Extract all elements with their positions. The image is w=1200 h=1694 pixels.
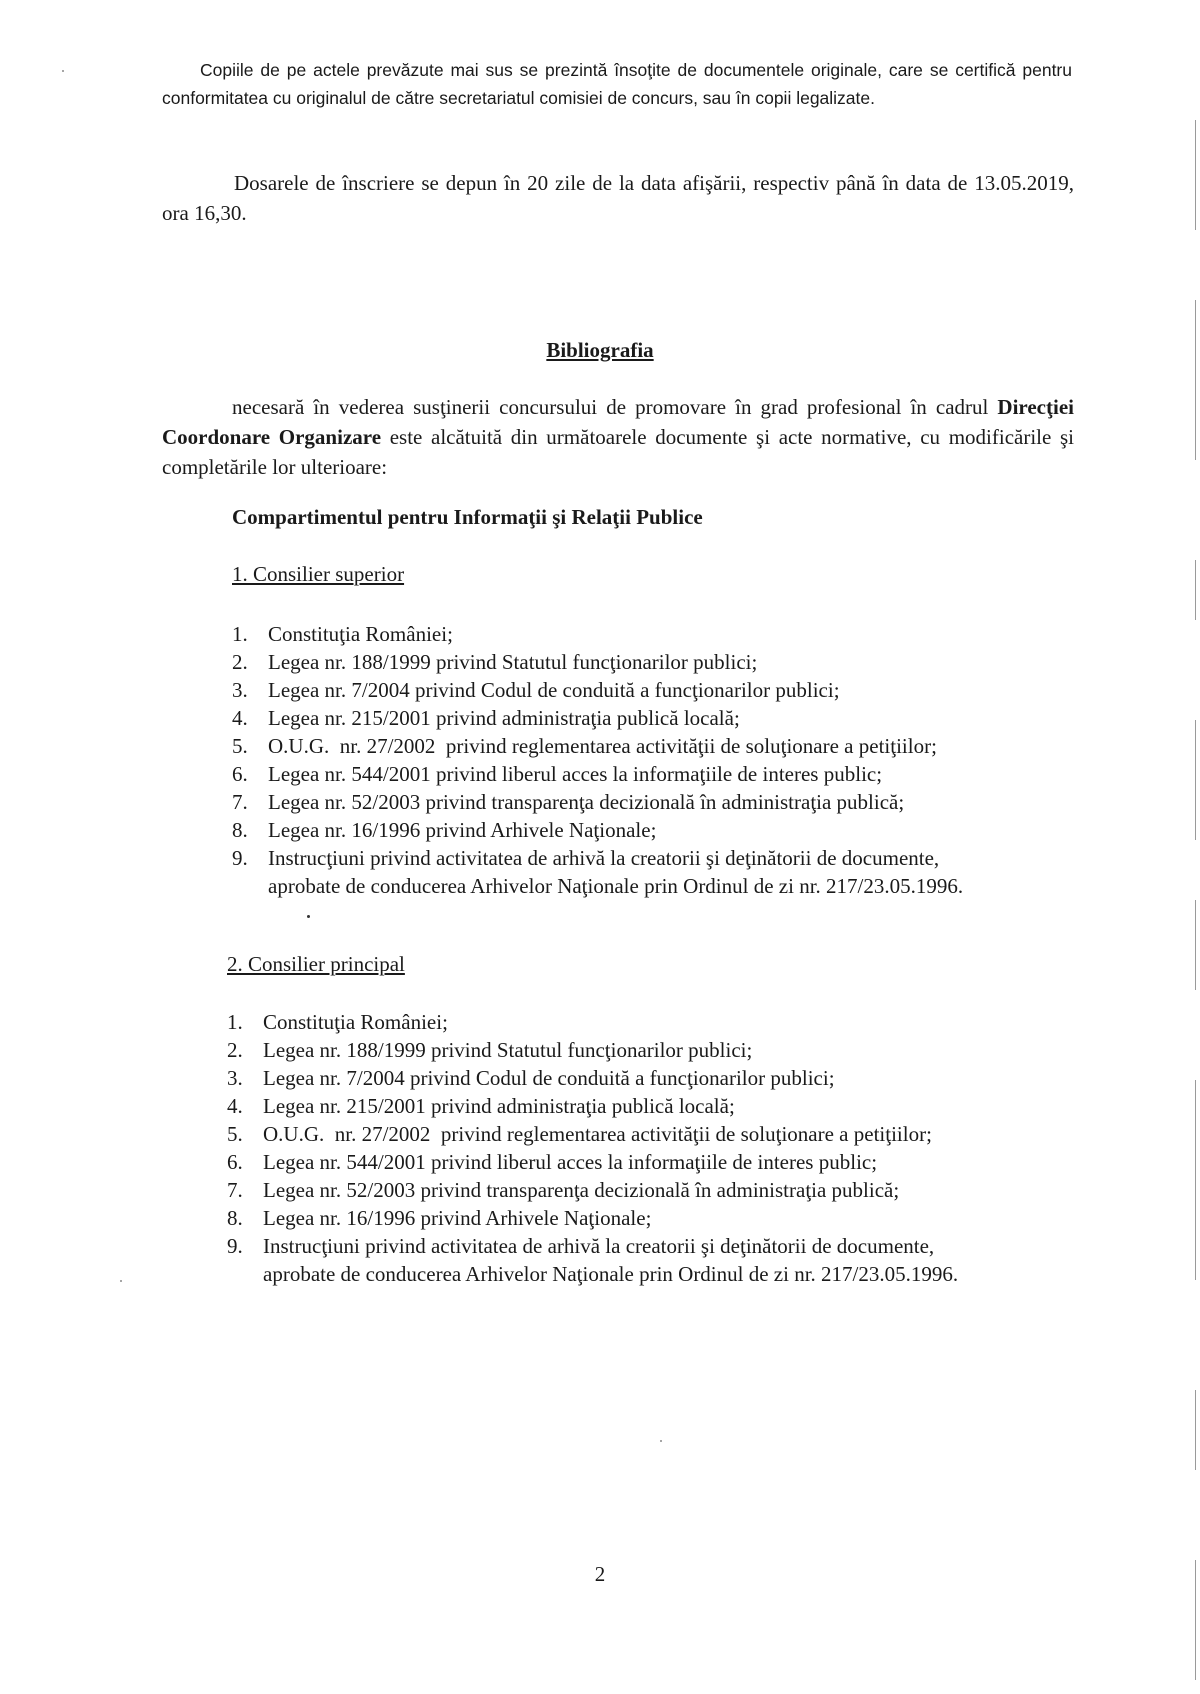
scan-edge-mark	[1195, 1390, 1196, 1470]
list-item-number: 4.	[232, 706, 248, 730]
list-item-number: 5.	[227, 1122, 243, 1146]
list-item-text-continued: aprobate de conducerea Arhivelor Naţionale prin Ordinul de zi nr. 217/23.05.1996.	[268, 874, 964, 898]
list-item-number: 4.	[227, 1094, 243, 1118]
list-item	[232, 676, 1112, 704]
list-item	[232, 704, 1112, 732]
list-item-text: Legea nr. 544/2001 privind liberul acces la informaţiile de interes public;	[263, 1150, 878, 1174]
list-item-text: Legea nr. 52/2003 privind transparenţa decizională în administraţia publică;	[268, 790, 905, 814]
list-item	[227, 1008, 1107, 1036]
list-item-text: Legea nr. 544/2001 privind liberul acces la informaţiile de interes public;	[268, 762, 883, 786]
list-item	[227, 1092, 1107, 1120]
list-item	[227, 1064, 1107, 1092]
list-item-text: Legea nr. 215/2001 privind administraţia publică locală;	[268, 706, 740, 730]
list-item-text: O.U.G. nr. 27/2002 privind reglementarea activităţii de soluţionare a petiţiilor;	[263, 1122, 932, 1146]
bibliography-intro-start: necesară în vederea susţinerii concursului de promovare în grad profesional în cadrul	[232, 395, 998, 419]
bibliography-list-principal	[227, 1008, 1107, 1288]
list-item-text: Legea nr. 215/2001 privind administraţia publică locală;	[263, 1094, 735, 1118]
list-item-number: 1.	[227, 1010, 243, 1034]
list-item	[232, 760, 1112, 788]
list-item	[232, 788, 1112, 816]
list-item-number: 2.	[232, 650, 248, 674]
bibliography-intro-end: este alcătuită din următoarele documente şi acte normative, cu modificările şi completările lor ulterioare:	[162, 425, 1074, 479]
list-item-text: Constituţia României;	[263, 1010, 448, 1034]
section-title-superior: 1. Consilier superior	[232, 562, 405, 586]
list-item	[232, 732, 1112, 760]
scan-edge-mark	[1195, 120, 1196, 230]
bibliography-title: Bibliografia	[546, 338, 654, 362]
list-item-number: 3.	[232, 678, 248, 702]
list-item-number: 9.	[232, 846, 248, 870]
scan-speck	[120, 1280, 122, 1282]
list-item-text: Legea nr. 7/2004 privind Codul de conduită a funcţionarilor publici;	[263, 1066, 835, 1090]
list-item-text: Legea nr. 7/2004 privind Codul de conduită a funcţionarilor publici;	[268, 678, 840, 702]
deadline-paragraph: Dosarele de înscriere se depun în 20 zile de la data afişării, respectiv până în data de 13.05.2019, ora 16,30.	[162, 171, 1074, 225]
list-item-number: 6.	[227, 1150, 243, 1174]
scan-edge-mark	[1195, 300, 1196, 460]
list-item	[232, 844, 1112, 900]
stray-dot	[307, 915, 310, 918]
list-item-text: Legea nr. 188/1999 privind Statutul funcţionarilor publici;	[268, 650, 758, 674]
scan-edge-mark	[1195, 720, 1196, 840]
list-item-text: Instrucţiuni privind activitatea de arhivă la creatorii şi deţinătorii de documente,	[263, 1234, 935, 1258]
list-item-number: 8.	[232, 818, 248, 842]
list-item-text: Legea nr. 16/1996 privind Arhivele Naţionale;	[263, 1206, 652, 1230]
list-item-number: 9.	[227, 1234, 243, 1258]
bibliography-list-superior	[232, 620, 1112, 900]
scan-speck	[62, 70, 64, 72]
list-item-text: Legea nr. 188/1999 privind Statutul funcţionarilor publici;	[263, 1038, 753, 1062]
scan-edge-mark	[1195, 900, 1196, 990]
list-item	[232, 816, 1112, 844]
list-item	[227, 1148, 1107, 1176]
list-item	[227, 1204, 1107, 1232]
list-item	[227, 1176, 1107, 1204]
list-item-text-continued: aprobate de conducerea Arhivelor Naţionale prin Ordinul de zi nr. 217/23.05.1996.	[263, 1262, 959, 1286]
list-item-number: 3.	[227, 1066, 243, 1090]
list-item-number: 7.	[232, 790, 248, 814]
department-title: Compartimentul pentru Informaţii şi Relaţii Publice	[232, 505, 703, 529]
list-item	[227, 1120, 1107, 1148]
list-item	[227, 1036, 1107, 1064]
list-item-number: 2.	[227, 1038, 243, 1062]
list-item-number: 7.	[227, 1178, 243, 1202]
list-item	[227, 1232, 1107, 1288]
page-number: 2	[594, 1562, 606, 1586]
list-item-text: Constituţia României;	[268, 622, 453, 646]
list-item	[232, 648, 1112, 676]
list-item-text: Legea nr. 16/1996 privind Arhivele Naţionale;	[268, 818, 657, 842]
list-item-text: Legea nr. 52/2003 privind transparenţa decizională în administraţia publică;	[263, 1178, 900, 1202]
list-item-number: 6.	[232, 762, 248, 786]
list-item-number: 5.	[232, 734, 248, 758]
scan-edge-mark	[1195, 560, 1196, 620]
list-item	[232, 620, 1112, 648]
list-item-number: 1.	[232, 622, 248, 646]
scan-speck	[660, 1440, 662, 1442]
list-item-text: O.U.G. nr. 27/2002 privind reglementarea activităţii de soluţionare a petiţiilor;	[268, 734, 937, 758]
list-item-text: Instrucţiuni privind activitatea de arhivă la creatorii şi deţinătorii de documente,	[268, 846, 940, 870]
scan-edge-mark	[1195, 1560, 1196, 1680]
bibliography-intro	[162, 392, 1074, 482]
section-title-principal: 2. Consilier principal	[227, 952, 405, 976]
copies-paragraph: Copiile de pe actele prevăzute mai sus se prezintă însoţite de documentele originale, care se certifică pentru conformitatea cu originalul de către secretariatul comisiei de concurs, sau în copii legalizate.	[162, 60, 1072, 108]
directorate-name: Direcţiei Coordonare Organizare	[162, 395, 1074, 449]
list-item-number: 8.	[227, 1206, 243, 1230]
scan-edge-mark	[1195, 1080, 1196, 1280]
